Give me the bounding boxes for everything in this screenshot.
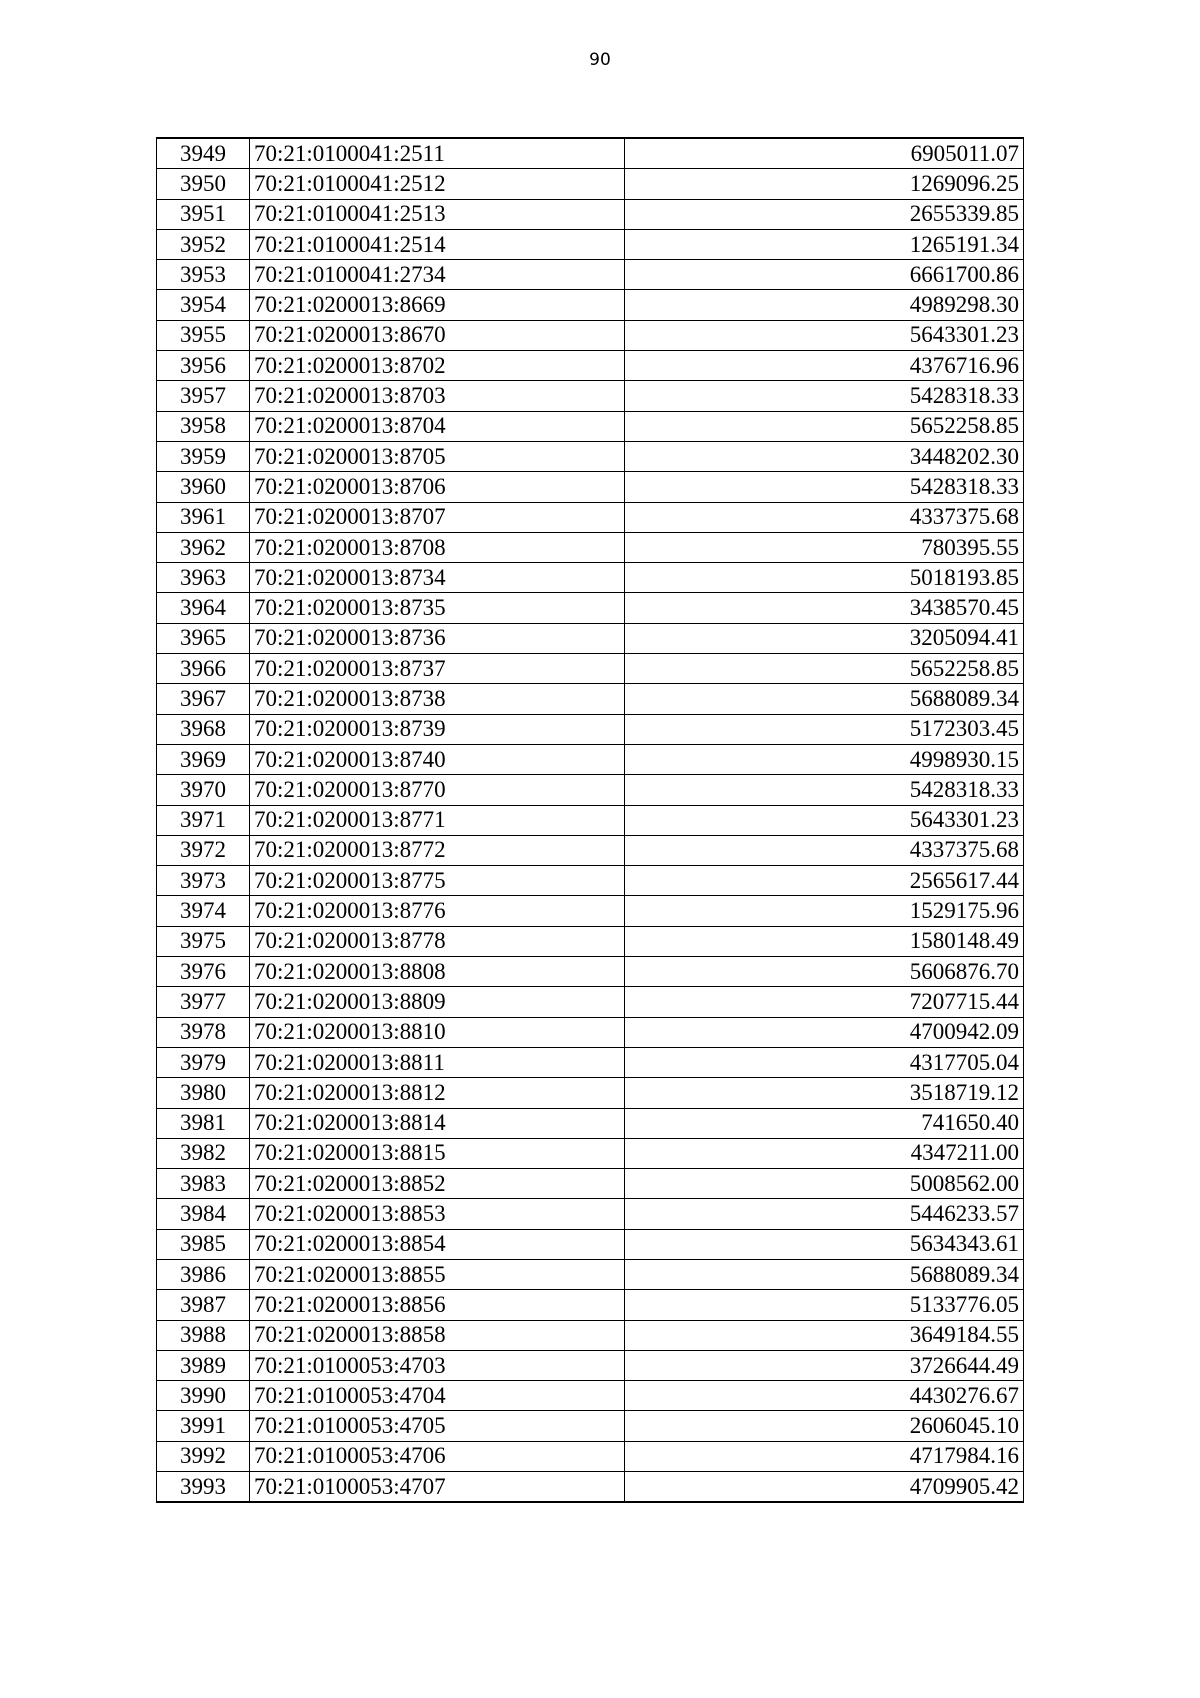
cadastral-value-cell: 5008562.00 xyxy=(625,1169,1024,1199)
cadastral-value-cell: 5634343.61 xyxy=(625,1229,1024,1259)
table-row xyxy=(157,411,1024,441)
cadastral-value-cell: 5428318.33 xyxy=(625,775,1024,805)
cadastral-value-cell: 2606045.10 xyxy=(625,1411,1024,1441)
row-number-cell: 3967 xyxy=(157,684,250,714)
cadastral-number-cell: 70:21:0200013:8737 xyxy=(250,654,625,684)
table-row xyxy=(157,775,1024,805)
row-number-cell: 3982 xyxy=(157,1138,250,1168)
cadastral-value-cell: 4989298.30 xyxy=(625,290,1024,320)
page-number: 90 xyxy=(589,50,611,70)
cadastral-number-cell: 70:21:0200013:8670 xyxy=(250,320,625,350)
table-row xyxy=(157,199,1024,229)
cadastral-value-cell: 4347211.00 xyxy=(625,1138,1024,1168)
cadastral-number-cell: 70:21:0200013:8669 xyxy=(250,290,625,320)
cadastral-number-cell: 70:21:0200013:8706 xyxy=(250,472,625,502)
row-number-cell: 3956 xyxy=(157,351,250,381)
table-row xyxy=(157,593,1024,623)
cadastral-value-cell: 5606876.70 xyxy=(625,957,1024,987)
cadastral-value-cell: 6661700.86 xyxy=(625,260,1024,290)
cadastral-value-table xyxy=(156,137,1024,1503)
cadastral-number-cell: 70:21:0200013:8809 xyxy=(250,987,625,1017)
row-number-cell: 3974 xyxy=(157,896,250,926)
cadastral-value-cell: 5446233.57 xyxy=(625,1199,1024,1229)
table-row xyxy=(157,926,1024,956)
cadastral-value-cell: 4998930.15 xyxy=(625,744,1024,774)
table-row xyxy=(157,866,1024,896)
cadastral-number-cell: 70:21:0200013:8708 xyxy=(250,532,625,562)
cadastral-value-cell: 3649184.55 xyxy=(625,1320,1024,1350)
cadastral-value-cell: 2655339.85 xyxy=(625,199,1024,229)
cadastral-number-cell: 70:21:0200013:8705 xyxy=(250,441,625,471)
table-row xyxy=(157,1472,1024,1503)
table-row xyxy=(157,229,1024,259)
row-number-cell: 3951 xyxy=(157,199,250,229)
cadastral-value-cell: 3726644.49 xyxy=(625,1350,1024,1380)
row-number-cell: 3968 xyxy=(157,714,250,744)
table-row xyxy=(157,320,1024,350)
row-number-cell: 3978 xyxy=(157,1017,250,1047)
table-row xyxy=(157,1229,1024,1259)
table-row xyxy=(157,138,1024,169)
cadastral-value-cell: 3438570.45 xyxy=(625,593,1024,623)
table-row xyxy=(157,1320,1024,1350)
table-row xyxy=(157,1411,1024,1441)
row-number-cell: 3963 xyxy=(157,563,250,593)
row-number-cell: 3972 xyxy=(157,835,250,865)
row-number-cell: 3993 xyxy=(157,1472,250,1503)
row-number-cell: 3958 xyxy=(157,411,250,441)
cadastral-value-cell: 5688089.34 xyxy=(625,684,1024,714)
cadastral-number-cell: 70:21:0100041:2512 xyxy=(250,169,625,199)
cadastral-number-cell: 70:21:0200013:8775 xyxy=(250,866,625,896)
row-number-cell: 3961 xyxy=(157,502,250,532)
row-number-cell: 3991 xyxy=(157,1411,250,1441)
cadastral-value-cell: 4376716.96 xyxy=(625,351,1024,381)
cadastral-number-cell: 70:21:0200013:8771 xyxy=(250,805,625,835)
table-row xyxy=(157,805,1024,835)
row-number-cell: 3983 xyxy=(157,1169,250,1199)
row-number-cell: 3981 xyxy=(157,1108,250,1138)
cadastral-value-cell: 5688089.34 xyxy=(625,1259,1024,1289)
table-row xyxy=(157,351,1024,381)
table-row xyxy=(157,684,1024,714)
row-number-cell: 3990 xyxy=(157,1381,250,1411)
cadastral-value-cell: 4337375.68 xyxy=(625,502,1024,532)
cadastral-value-cell: 1269096.25 xyxy=(625,169,1024,199)
cadastral-value-cell: 4709905.42 xyxy=(625,1472,1024,1503)
cadastral-number-cell: 70:21:0200013:8772 xyxy=(250,835,625,865)
row-number-cell: 3988 xyxy=(157,1320,250,1350)
row-number-cell: 3971 xyxy=(157,805,250,835)
cadastral-value-cell: 4430276.67 xyxy=(625,1381,1024,1411)
row-number-cell: 3975 xyxy=(157,926,250,956)
table-row xyxy=(157,1138,1024,1168)
cadastral-number-cell: 70:21:0200013:8702 xyxy=(250,351,625,381)
row-number-cell: 3976 xyxy=(157,957,250,987)
cadastral-number-cell: 70:21:0200013:8811 xyxy=(250,1047,625,1077)
cadastral-number-cell: 70:21:0200013:8736 xyxy=(250,623,625,653)
table-row xyxy=(157,957,1024,987)
row-number-cell: 3959 xyxy=(157,441,250,471)
cadastral-number-cell: 70:21:0200013:8739 xyxy=(250,714,625,744)
row-number-cell: 3955 xyxy=(157,320,250,350)
table-row xyxy=(157,1290,1024,1320)
table-row xyxy=(157,835,1024,865)
row-number-cell: 3962 xyxy=(157,532,250,562)
row-number-cell: 3950 xyxy=(157,169,250,199)
table-row xyxy=(157,1199,1024,1229)
cadastral-value-cell: 741650.40 xyxy=(625,1108,1024,1138)
cadastral-number-cell: 70:21:0100053:4707 xyxy=(250,1472,625,1503)
cadastral-value-cell: 3205094.41 xyxy=(625,623,1024,653)
table-row xyxy=(157,381,1024,411)
cadastral-value-cell: 5652258.85 xyxy=(625,411,1024,441)
cadastral-value-cell: 6905011.07 xyxy=(625,138,1024,169)
cadastral-value-cell: 2565617.44 xyxy=(625,866,1024,896)
cadastral-number-cell: 70:21:0200013:8808 xyxy=(250,957,625,987)
row-number-cell: 3986 xyxy=(157,1259,250,1289)
row-number-cell: 3954 xyxy=(157,290,250,320)
cadastral-value-cell: 5643301.23 xyxy=(625,320,1024,350)
cadastral-value-cell: 4700942.09 xyxy=(625,1017,1024,1047)
cadastral-number-cell: 70:21:0200013:8854 xyxy=(250,1229,625,1259)
row-number-cell: 3985 xyxy=(157,1229,250,1259)
table-row xyxy=(157,1047,1024,1077)
table-row xyxy=(157,260,1024,290)
cadastral-number-cell: 70:21:0200013:8815 xyxy=(250,1138,625,1168)
cadastral-number-cell: 70:21:0100053:4705 xyxy=(250,1411,625,1441)
cadastral-number-cell: 70:21:0200013:8812 xyxy=(250,1078,625,1108)
table-row xyxy=(157,1078,1024,1108)
table-row xyxy=(157,987,1024,1017)
cadastral-number-cell: 70:21:0200013:8738 xyxy=(250,684,625,714)
table-row xyxy=(157,169,1024,199)
table-row xyxy=(157,1350,1024,1380)
table-row xyxy=(157,441,1024,471)
cadastral-value-cell: 4717984.16 xyxy=(625,1441,1024,1471)
cadastral-value-cell: 4337375.68 xyxy=(625,835,1024,865)
table-row xyxy=(157,532,1024,562)
cadastral-value-cell: 780395.55 xyxy=(625,532,1024,562)
cadastral-value-cell: 5428318.33 xyxy=(625,472,1024,502)
cadastral-value-cell: 4317705.04 xyxy=(625,1047,1024,1077)
cadastral-number-cell: 70:21:0200013:8814 xyxy=(250,1108,625,1138)
table-row xyxy=(157,654,1024,684)
cadastral-number-cell: 70:21:0200013:8852 xyxy=(250,1169,625,1199)
table-row xyxy=(157,502,1024,532)
table-row xyxy=(157,1441,1024,1471)
table-row xyxy=(157,1259,1024,1289)
cadastral-number-cell: 70:21:0200013:8734 xyxy=(250,563,625,593)
row-number-cell: 3970 xyxy=(157,775,250,805)
cadastral-number-cell: 70:21:0100041:2513 xyxy=(250,199,625,229)
row-number-cell: 3987 xyxy=(157,1290,250,1320)
cadastral-value-cell: 5643301.23 xyxy=(625,805,1024,835)
row-number-cell: 3977 xyxy=(157,987,250,1017)
table-row xyxy=(157,714,1024,744)
cadastral-value-cell: 5172303.45 xyxy=(625,714,1024,744)
table-row xyxy=(157,1017,1024,1047)
cadastral-value-cell: 5133776.05 xyxy=(625,1290,1024,1320)
row-number-cell: 3960 xyxy=(157,472,250,502)
cadastral-number-cell: 70:21:0200013:8776 xyxy=(250,896,625,926)
row-number-cell: 3989 xyxy=(157,1350,250,1380)
row-number-cell: 3969 xyxy=(157,744,250,774)
cadastral-number-cell: 70:21:0200013:8735 xyxy=(250,593,625,623)
cadastral-value-cell: 5428318.33 xyxy=(625,381,1024,411)
row-number-cell: 3966 xyxy=(157,654,250,684)
cadastral-number-cell: 70:21:0100053:4704 xyxy=(250,1381,625,1411)
row-number-cell: 3979 xyxy=(157,1047,250,1077)
cadastral-number-cell: 70:21:0200013:8858 xyxy=(250,1320,625,1350)
cadastral-value-cell: 1580148.49 xyxy=(625,926,1024,956)
table-row xyxy=(157,744,1024,774)
cadastral-number-cell: 70:21:0100041:2511 xyxy=(250,138,625,169)
cadastral-number-cell: 70:21:0100053:4703 xyxy=(250,1350,625,1380)
row-number-cell: 3949 xyxy=(157,138,250,169)
row-number-cell: 3992 xyxy=(157,1441,250,1471)
cadastral-number-cell: 70:21:0200013:8855 xyxy=(250,1259,625,1289)
table-row xyxy=(157,1108,1024,1138)
table-row xyxy=(157,563,1024,593)
table-row xyxy=(157,290,1024,320)
table-row xyxy=(157,896,1024,926)
cadastral-value-cell: 5018193.85 xyxy=(625,563,1024,593)
table-row xyxy=(157,1381,1024,1411)
row-number-cell: 3957 xyxy=(157,381,250,411)
cadastral-number-cell: 70:21:0100041:2514 xyxy=(250,229,625,259)
cadastral-number-cell: 70:21:0100053:4706 xyxy=(250,1441,625,1471)
table-body xyxy=(157,138,1024,1502)
cadastral-number-cell: 70:21:0200013:8703 xyxy=(250,381,625,411)
cadastral-number-cell: 70:21:0100041:2734 xyxy=(250,260,625,290)
cadastral-number-cell: 70:21:0200013:8778 xyxy=(250,926,625,956)
cadastral-number-cell: 70:21:0200013:8707 xyxy=(250,502,625,532)
row-number-cell: 3953 xyxy=(157,260,250,290)
table-row xyxy=(157,1169,1024,1199)
cadastral-number-cell: 70:21:0200013:8810 xyxy=(250,1017,625,1047)
cadastral-value-cell: 3518719.12 xyxy=(625,1078,1024,1108)
row-number-cell: 3952 xyxy=(157,229,250,259)
cadastral-number-cell: 70:21:0200013:8770 xyxy=(250,775,625,805)
cadastral-number-cell: 70:21:0200013:8853 xyxy=(250,1199,625,1229)
table-row xyxy=(157,623,1024,653)
cadastral-value-cell: 3448202.30 xyxy=(625,441,1024,471)
row-number-cell: 3964 xyxy=(157,593,250,623)
row-number-cell: 3973 xyxy=(157,866,250,896)
row-number-cell: 3984 xyxy=(157,1199,250,1229)
cadastral-number-cell: 70:21:0200013:8740 xyxy=(250,744,625,774)
cadastral-number-cell: 70:21:0200013:8704 xyxy=(250,411,625,441)
cadastral-number-cell: 70:21:0200013:8856 xyxy=(250,1290,625,1320)
row-number-cell: 3965 xyxy=(157,623,250,653)
table-row xyxy=(157,472,1024,502)
cadastral-value-cell: 1529175.96 xyxy=(625,896,1024,926)
row-number-cell: 3980 xyxy=(157,1078,250,1108)
cadastral-value-cell: 1265191.34 xyxy=(625,229,1024,259)
cadastral-value-cell: 5652258.85 xyxy=(625,654,1024,684)
cadastral-value-cell: 7207715.44 xyxy=(625,987,1024,1017)
